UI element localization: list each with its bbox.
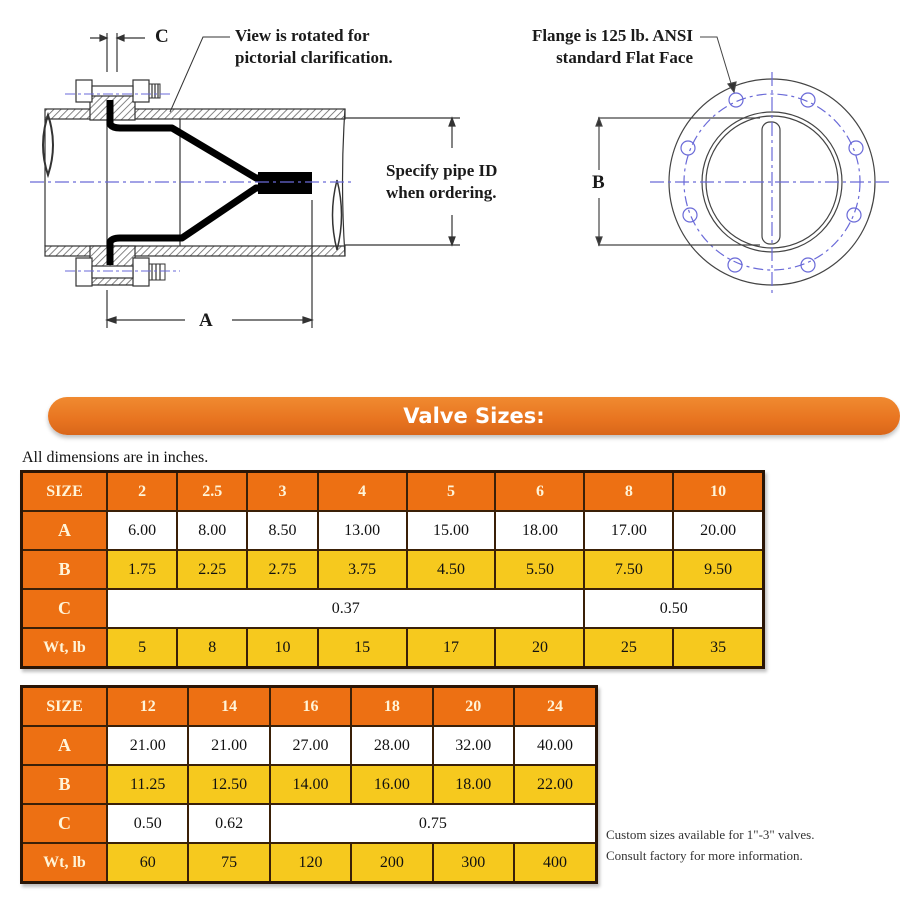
size-header-cell: 6 [495, 472, 584, 512]
table-cell: 21.00 [188, 726, 269, 765]
table-cell: 14.00 [270, 765, 351, 804]
size-header-cell: 16 [270, 687, 351, 727]
row-label: B [22, 765, 108, 804]
table-cell: 60 [107, 843, 188, 883]
table-cell: 9.50 [673, 550, 763, 589]
size-header-cell: 2 [107, 472, 177, 512]
label-c: C [155, 26, 169, 47]
note-rotated-line-2: pictorial clarification. [235, 48, 393, 67]
front-view [596, 37, 890, 295]
custom-note-line-2: Consult factory for more information. [606, 848, 803, 863]
size-header-cell: 3 [247, 472, 317, 512]
table-cell: 0.50 [107, 804, 188, 843]
table-cell: 300 [433, 843, 514, 883]
table-cell: 2.25 [177, 550, 247, 589]
table-cell: 0.37 [107, 589, 584, 628]
row-label: Wt, lb [22, 628, 108, 668]
banner-title: Valve Sizes: [403, 404, 545, 428]
size-header-cell: 4 [318, 472, 407, 512]
table-cell: 200 [351, 843, 432, 883]
table-cell: 35 [673, 628, 763, 668]
units-note: All dimensions are in inches. [22, 449, 209, 466]
table-cell: 8.00 [177, 511, 247, 550]
table-cell: 75 [188, 843, 269, 883]
size-header-row [22, 687, 597, 727]
table-cell: 2.75 [247, 550, 317, 589]
table-cell: 40.00 [514, 726, 597, 765]
table-cell: 32.00 [433, 726, 514, 765]
note-pipe-id-line-2: when ordering. [386, 183, 497, 202]
table-cell: 120 [270, 843, 351, 883]
note-pipe-id [386, 160, 497, 204]
size-header-label: SIZE [22, 472, 108, 512]
table-row [22, 550, 764, 589]
table-cell: 21.00 [107, 726, 188, 765]
table-cell: 5.50 [495, 550, 584, 589]
row-label: Wt, lb [22, 843, 108, 883]
row-label: A [22, 511, 108, 550]
table-cell: 0.50 [584, 589, 763, 628]
table-cell: 7.50 [584, 550, 673, 589]
size-header-cell: 20 [433, 687, 514, 727]
table-cell: 17.00 [584, 511, 673, 550]
note-rotated [235, 25, 393, 69]
label-a: A [199, 310, 213, 331]
valve-sizes-banner [48, 397, 900, 435]
row-label: B [22, 550, 108, 589]
size-header-cell: 12 [107, 687, 188, 727]
table-cell: 12.50 [188, 765, 269, 804]
table-cell: 0.75 [270, 804, 597, 843]
note-pipe-id-line-1: Specify pipe ID [386, 161, 498, 180]
note-flange-line-1: Flange is 125 lb. ANSI [531, 26, 693, 45]
table-cell: 18.00 [495, 511, 584, 550]
row-label: C [22, 589, 108, 628]
table-cell: 0.62 [188, 804, 269, 843]
table-row [22, 843, 597, 883]
custom-note-line-1: Custom sizes available for 1"-3" valves. [606, 827, 815, 842]
table-cell: 18.00 [433, 765, 514, 804]
row-label: C [22, 804, 108, 843]
label-b: B [592, 172, 605, 193]
sizes-table-small [20, 470, 765, 669]
size-header-cell: 5 [407, 472, 496, 512]
table-cell: 28.00 [351, 726, 432, 765]
size-header-cell: 8 [584, 472, 673, 512]
table-cell: 8.50 [247, 511, 317, 550]
row-label: A [22, 726, 108, 765]
note-flange-line-2: standard Flat Face [556, 48, 693, 67]
table-cell: 6.00 [107, 511, 177, 550]
note-flange [488, 25, 693, 69]
table-cell: 4.50 [407, 550, 496, 589]
table-cell: 5 [107, 628, 177, 668]
size-header-label: SIZE [22, 687, 108, 727]
table-cell: 22.00 [514, 765, 597, 804]
table-cell: 15.00 [407, 511, 496, 550]
table-row [22, 765, 597, 804]
table-cell: 15 [318, 628, 407, 668]
table-cell: 13.00 [318, 511, 407, 550]
size-header-cell: 14 [188, 687, 269, 727]
table-row [22, 589, 764, 628]
table-cell: 8 [177, 628, 247, 668]
size-header-cell: 2.5 [177, 472, 247, 512]
table-cell: 16.00 [351, 765, 432, 804]
table-cell: 3.75 [318, 550, 407, 589]
size-header-row [22, 472, 764, 512]
table-cell: 1.75 [107, 550, 177, 589]
size-header-cell: 18 [351, 687, 432, 727]
table-cell: 27.00 [270, 726, 351, 765]
table-row [22, 804, 597, 843]
size-header-cell: 10 [673, 472, 763, 512]
table-row [22, 726, 597, 765]
size-header-cell: 24 [514, 687, 597, 727]
note-rotated-line-1: View is rotated for [235, 26, 370, 45]
table-cell: 400 [514, 843, 597, 883]
custom-sizes-note [606, 824, 814, 866]
table-cell: 17 [407, 628, 496, 668]
table-cell: 25 [584, 628, 673, 668]
sizes-table-large [20, 685, 598, 884]
duckbill-slit [762, 122, 780, 244]
table-cell: 10 [247, 628, 317, 668]
table-cell: 11.25 [107, 765, 188, 804]
table-row [22, 628, 764, 668]
table-row [22, 511, 764, 550]
table-cell: 20.00 [673, 511, 763, 550]
table-cell: 20 [495, 628, 584, 668]
